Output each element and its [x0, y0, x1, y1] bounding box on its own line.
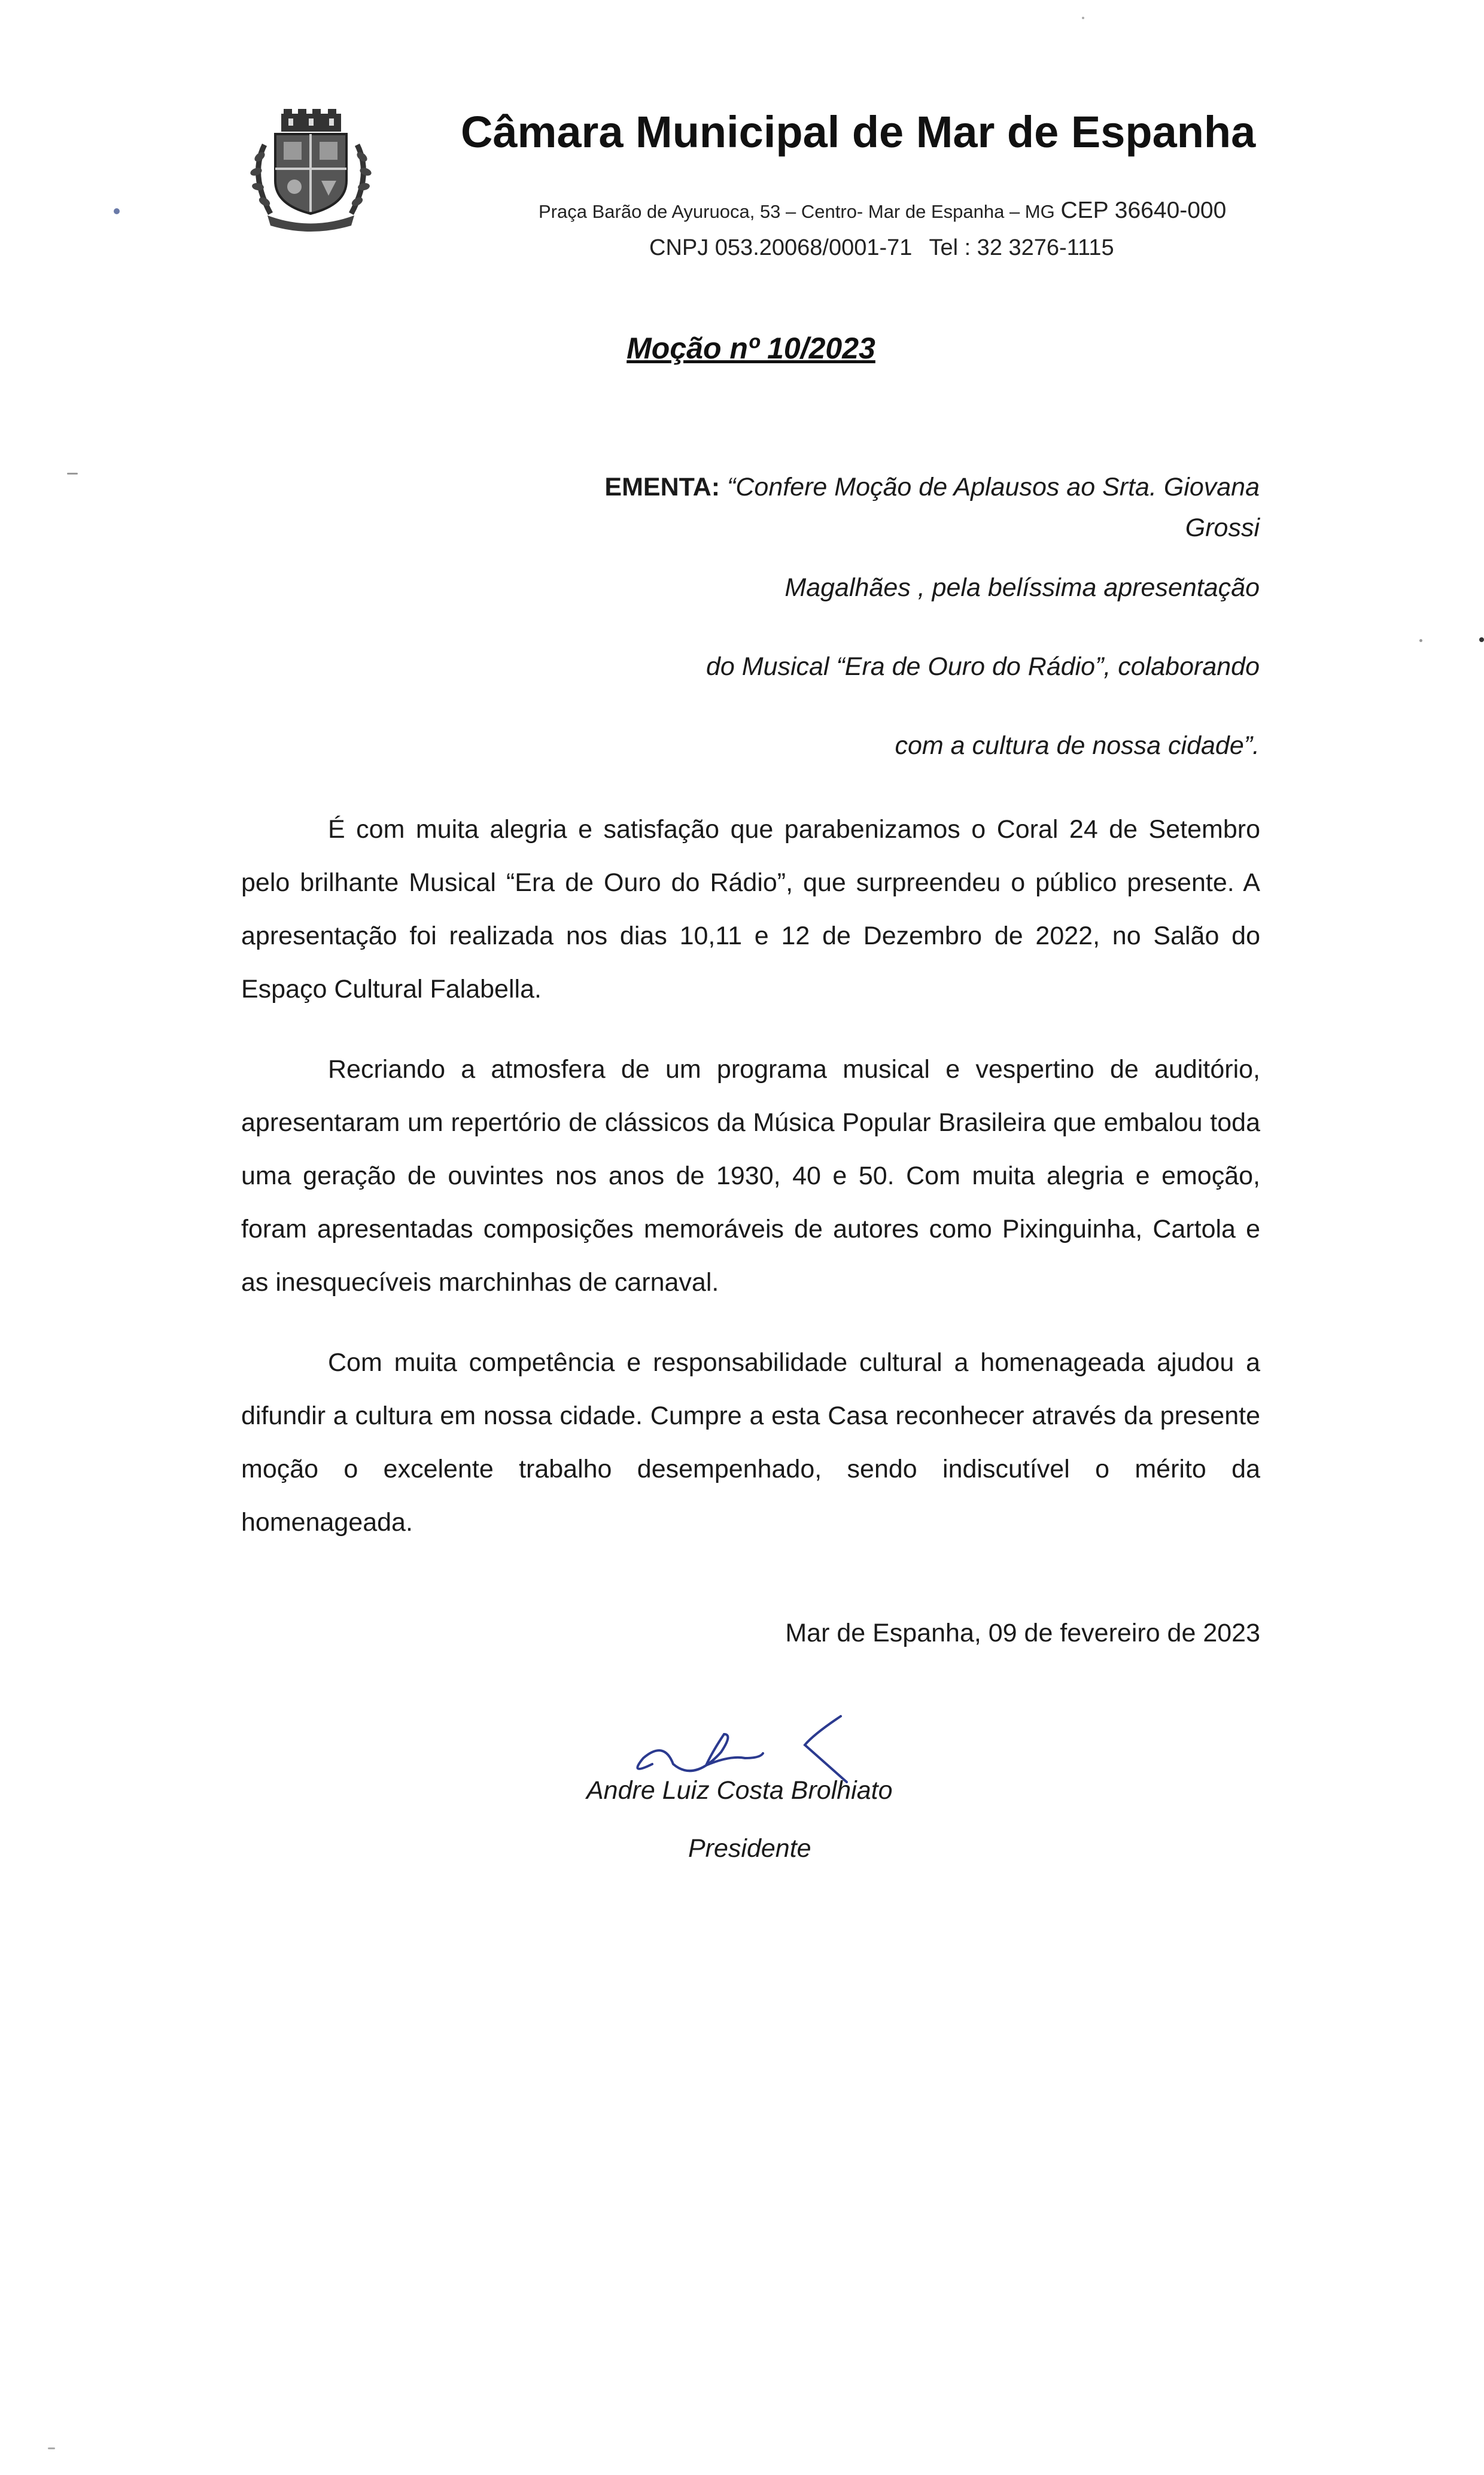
municipal-crest-icon — [247, 109, 375, 235]
address-line — [539, 197, 1257, 224]
scan-speck — [1479, 637, 1484, 642]
phone-number: Tel : 32 3276-1115 — [929, 235, 1114, 260]
date-line: Mar de Espanha, 09 de fevereiro de 2023 — [785, 1619, 1260, 1647]
ementa-line-4: com a cultura de nossa cidade”. — [895, 731, 1260, 760]
cnpj-number: CNPJ 053.20068/0001-71 — [649, 235, 913, 260]
signer-name: Andre Luiz Costa Brolhiato — [586, 1776, 893, 1805]
body-paragraph-1: É com muita alegria e satisfação que parabenizamos o Coral 24 de Setembro pelo brilhante Musical “Era de Ouro do Rádio”, que surpreendeu o público presente. A apresentação foi realizada nos dias 10,11 e 12 de Dezembro de 2022, no Salão do Espaço Cultural Falabella. — [241, 815, 1260, 1004]
street-address: Praça Barão de Ayuruoca, 53 – Centro- Mar de Espanha – MG — [539, 201, 1055, 222]
scan-speck — [114, 208, 120, 214]
scan-speck — [1419, 639, 1422, 642]
motion-body — [241, 803, 1260, 1576]
ementa-block — [527, 467, 1260, 785]
handwritten-signature-icon — [616, 1698, 868, 1788]
ementa-text-1: “Confere Moção de Aplausos ao Srta. Giovana Grossi — [727, 473, 1260, 542]
scan-speck — [67, 473, 78, 475]
ementa-line-3: do Musical “Era de Ouro do Rádio”, colaborando — [705, 652, 1260, 681]
scan-speck — [48, 2447, 55, 2449]
signer-role: Presidente — [688, 1834, 811, 1863]
ementa-line-1 — [527, 467, 1260, 548]
ementa-label: EMENTA: — [604, 473, 720, 501]
body-paragraph-2: Recriando a atmosfera de um programa musical e vespertino de auditório, apresentaram um repertório de clássicos da Música Popular Brasileira que embalou toda uma geração de ouvintes nos anos de 1930, 40 e 50. Com muita alegria e emoção, foram apresentadas composições memoráveis de autores como Pixinguinha, Cartola e as inesquecíveis marchinhas de carnaval. — [241, 1055, 1260, 1297]
institution-title: Câmara Municipal de Mar de Espanha — [461, 107, 1256, 157]
ementa-line-2: Magalhães , pela belíssima apresentação — [784, 573, 1260, 602]
registration-line — [649, 235, 1307, 261]
motion-title — [0, 331, 1484, 366]
scan-speck — [1082, 17, 1084, 19]
motion-title-text: Moção nº 10/2023 — [627, 332, 875, 365]
body-paragraph-3: Com muita competência e responsabilidade cultural a homenageada ajudou a difundir a cultura em nossa cidade. Cumpre a esta Casa reconhecer através da presente moção o excelente trabalho desempenhado, sendo indiscutível o mérito da homenageada. — [241, 1348, 1260, 1537]
postal-code: CEP 36640-000 — [1060, 197, 1227, 223]
